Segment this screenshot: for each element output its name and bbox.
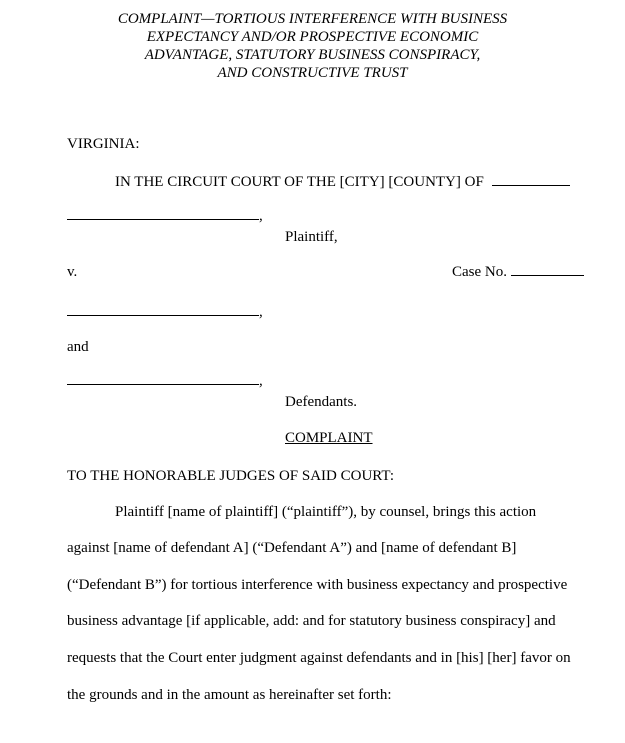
- defendant-b-blank[interactable]: [67, 383, 259, 385]
- comma: ,: [259, 373, 263, 389]
- complaint-heading: COMPLAINT: [285, 430, 373, 446]
- defendants-label: Defendants.: [285, 394, 358, 410]
- court-line: [115, 173, 570, 191]
- body-line: requests that the Court enter judgment against defendants and in [his] [her] favor on: [67, 650, 571, 666]
- defendant-b-line: [67, 372, 263, 390]
- case-number: [452, 263, 584, 281]
- salutation: TO THE HONORABLE JUDGES OF SAID COURT:: [67, 468, 394, 484]
- comma: ,: [259, 304, 263, 320]
- and-text: and: [67, 339, 89, 355]
- document-title: [0, 10, 625, 82]
- plaintiff-name-blank[interactable]: [67, 218, 259, 220]
- body-line: business advantage [if applicable, add: and for statutory business conspiracy] and: [67, 613, 556, 629]
- case-no-label: Case No.: [452, 264, 507, 280]
- versus: v.: [67, 264, 78, 280]
- jurisdiction: VIRGINIA:: [67, 136, 140, 152]
- body-line: (“Defendant B”) for tortious interference with business expectancy and prospective: [67, 577, 568, 593]
- title-line: EXPECTANCY AND/OR PROSPECTIVE ECONOMIC: [146, 29, 479, 45]
- court-location-blank[interactable]: [492, 184, 570, 186]
- case-number-blank[interactable]: [511, 274, 584, 276]
- defendant-a-line: [67, 303, 263, 321]
- plaintiff-label: Plaintiff,: [285, 229, 338, 245]
- body-line: against [name of defendant A] (“Defendant A”) and [name of defendant B]: [67, 540, 517, 556]
- court-line-text: IN THE CIRCUIT COURT OF THE [CITY] [COUNTY] OF: [115, 174, 484, 190]
- comma: ,: [259, 208, 263, 224]
- body-line: Plaintiff [name of plaintiff] (“plaintiff”), by counsel, brings this action: [115, 504, 537, 520]
- title-line: AND CONSTRUCTIVE TRUST: [217, 65, 408, 81]
- title-line: COMPLAINT—TORTIOUS INTERFERENCE WITH BUSINESS: [117, 11, 508, 27]
- body-line: the grounds and in the amount as hereinafter set forth:: [67, 687, 392, 703]
- plaintiff-name-line: [67, 207, 263, 225]
- title-line: ADVANTAGE, STATUTORY BUSINESS CONSPIRACY,: [144, 47, 481, 63]
- defendant-a-blank[interactable]: [67, 314, 259, 316]
